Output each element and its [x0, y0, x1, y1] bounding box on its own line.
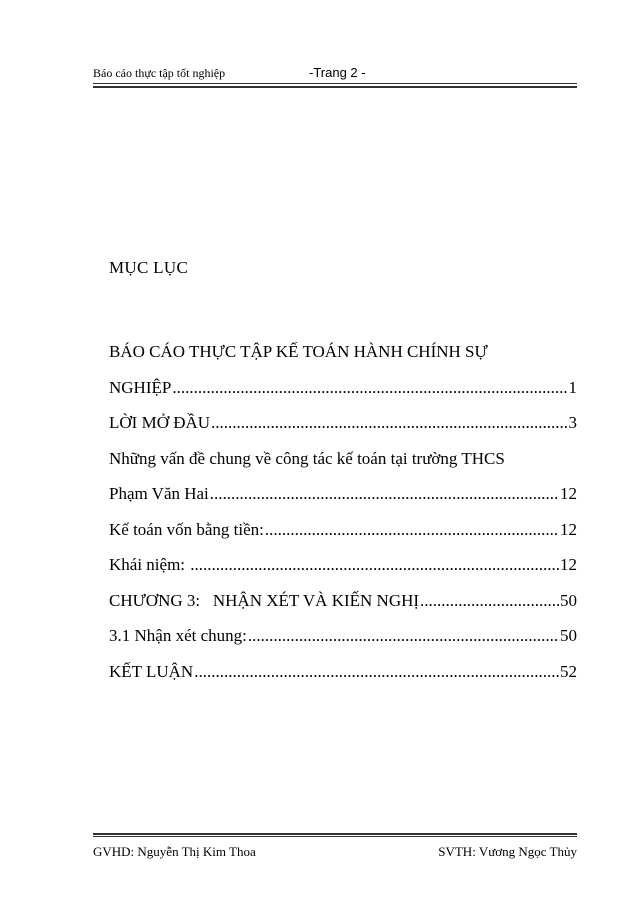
toc-entry-text: 3.1 Nhận xét chung: — [109, 626, 247, 645]
footer-rule-thick — [93, 833, 577, 835]
toc-entry-text: CHƯƠNG 3: NHẬN XÉT VÀ KIẾN NGHỊ — [109, 590, 420, 610]
toc-entry-pham-van-hai[interactable] — [109, 484, 577, 520]
toc-entry-page: 3 — [568, 413, 577, 432]
toc-entry-khai-niem[interactable] — [109, 555, 577, 591]
header-rule-thick — [93, 86, 577, 88]
toc-leader-dots — [210, 484, 559, 504]
toc-entry-page: 50 — [560, 590, 577, 610]
toc-leader-dots — [194, 662, 559, 682]
toc-leader-dots — [265, 520, 559, 540]
table-of-contents — [109, 342, 577, 697]
toc-entry-chuong-3[interactable] — [109, 591, 577, 627]
toc-entry-page: 1 — [568, 377, 577, 397]
toc-leader-dots — [211, 413, 567, 433]
toc-entry-text: Kế toán vốn bằng tiền: — [109, 519, 264, 539]
toc-entry-text: Khái niệm: — [109, 555, 190, 574]
toc-entry-text: KẾT LUẬN — [109, 661, 194, 681]
student-name: SVTH: Vương Ngọc Thủy — [438, 844, 577, 859]
header-rule-thin — [93, 83, 577, 84]
toc-entry-ke-toan-von[interactable] — [109, 520, 577, 556]
toc-entry-ket-luan[interactable] — [109, 662, 577, 698]
toc-leader-dots — [190, 555, 559, 575]
toc-entry-text: BÁO CÁO THỰC TẬP KẾ TOÁN HÀNH CHÍNH SỰ — [109, 342, 488, 361]
toc-entry-page: 12 — [560, 484, 577, 503]
toc-entry-text: Những vấn đề chung về công tác kế toán tại trường THCS — [109, 448, 505, 468]
toc-title: MỤC LỤC — [109, 258, 189, 277]
page-header — [93, 66, 577, 90]
toc-leader-dots — [248, 626, 559, 646]
toc-entry-heading-line1[interactable] — [109, 342, 577, 378]
toc-entry-page: 12 — [560, 519, 577, 539]
toc-entry-nhan-xet-chung[interactable] — [109, 626, 577, 662]
toc-leader-dots — [420, 591, 559, 611]
toc-entry-text: Phạm Văn Hai — [109, 484, 209, 503]
toc-leader-dots — [172, 378, 567, 398]
toc-entry-nghiep[interactable] — [109, 378, 577, 414]
report-title: Báo cáo thực tập tốt nghiệp — [93, 66, 226, 80]
toc-entry-nhung-van-de-line1[interactable] — [109, 449, 577, 485]
toc-entry-text: NGHIỆP — [109, 377, 172, 397]
toc-entry-text: LỜI MỞ ĐẦU — [109, 413, 211, 432]
advisor-name: GVHD: Nguyễn Thị Kim Thoa — [93, 844, 256, 859]
toc-entry-page: 12 — [560, 555, 577, 574]
toc-entry-page: 52 — [560, 661, 577, 681]
toc-entry-loi-mo-dau[interactable] — [109, 413, 577, 449]
page-number-label: -Trang 2 - — [309, 65, 366, 80]
toc-entry-page: 50 — [560, 626, 577, 645]
footer-rule-thin — [93, 836, 577, 837]
